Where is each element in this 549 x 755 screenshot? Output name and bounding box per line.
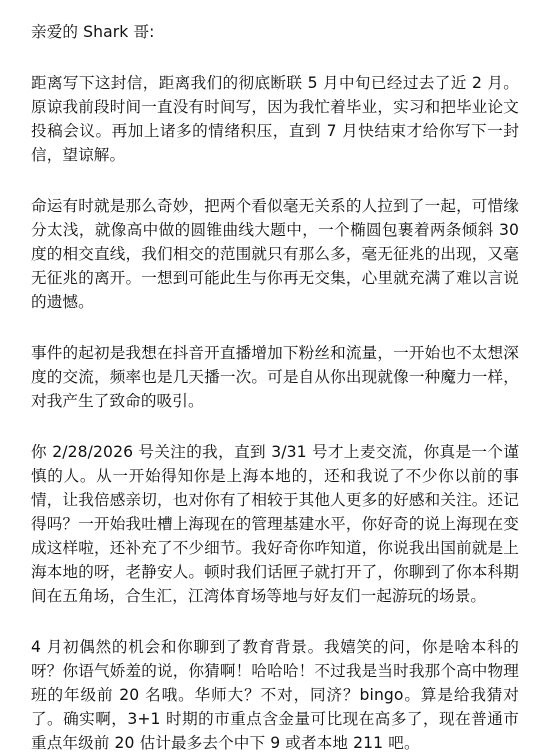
letter-paragraph-2: 命运有时就是那么奇妙，把两个看似毫无关系的人拉到了一起，可惜缘分太浅，就像高中做的圆锥曲线大题中，一个椭圆包裹着两条倾斜 30 度的相交直线，我们相交的范围就只有那么多，毫无征兆的出现，又毫无征兆的离开。一想到可能此生与你再无交集，心里就充满了难以言说的遗憾。 [31, 197, 519, 311]
letter-paragraph-1: 距离写下这封信，距离我们的彻底断联 5 月中旬已经过去了近 2 月。原谅我前段时间一直没有时间写，因为我忙着毕业，实习和把毕业论文投稿会议。再加上诸多的情绪积压，直到 7 月快结束才给你写下一封信，望谅解。 [31, 74, 519, 164]
letter-greeting: 亲爱的 Shark 哥: [31, 23, 155, 41]
letter-paragraph-4: 你 2/28/2026 号关注的我，直到 3/31 号才上麦交流，你真是一个谨慎的人。从一开始得知你是上海本地的，还和我说了不少你以前的事情，让我倍感亲切，也对你有了相较于其他人更多的好感和关注。还记得吗？一开始我吐槽上海现在的管理基建水平，你好奇的说上海现在变成这样啦，还补充了不少细节。我好奇你咋知道，你说我出国前就是上海本地的呀，老静安人。顿时我们话匣子就打开了，你聊到了你本科期间在五角场，合生汇，江湾体育场等地与好友们一起游玩的场景。 [31, 443, 519, 605]
letter-paragraph-5: 4 月初偶然的机会和你聊到了教育背景。我嬉笑的问，你是啥本科的呀？你语气娇羞的说，你猜啊！哈哈哈！不过我是当时我那个高中物理班的年级前 20 名哦。华师大？不对，同济？bingo。算是给我猜对了。确实啊，3+1 时期的市重点含金量可比现在高多了，现在普通市重点年级前 20 估计最多去个中下 9 或者本地 211 吧。 [31, 638, 519, 752]
letter-paragraph-3: 事件的起初是我想在抖音开直播增加下粉丝和流量，一开始也不太想深度的交流，频率也是几天播一次。可是自从你出现就像一种魔力一样，对我产生了致命的吸引。 [31, 344, 519, 410]
